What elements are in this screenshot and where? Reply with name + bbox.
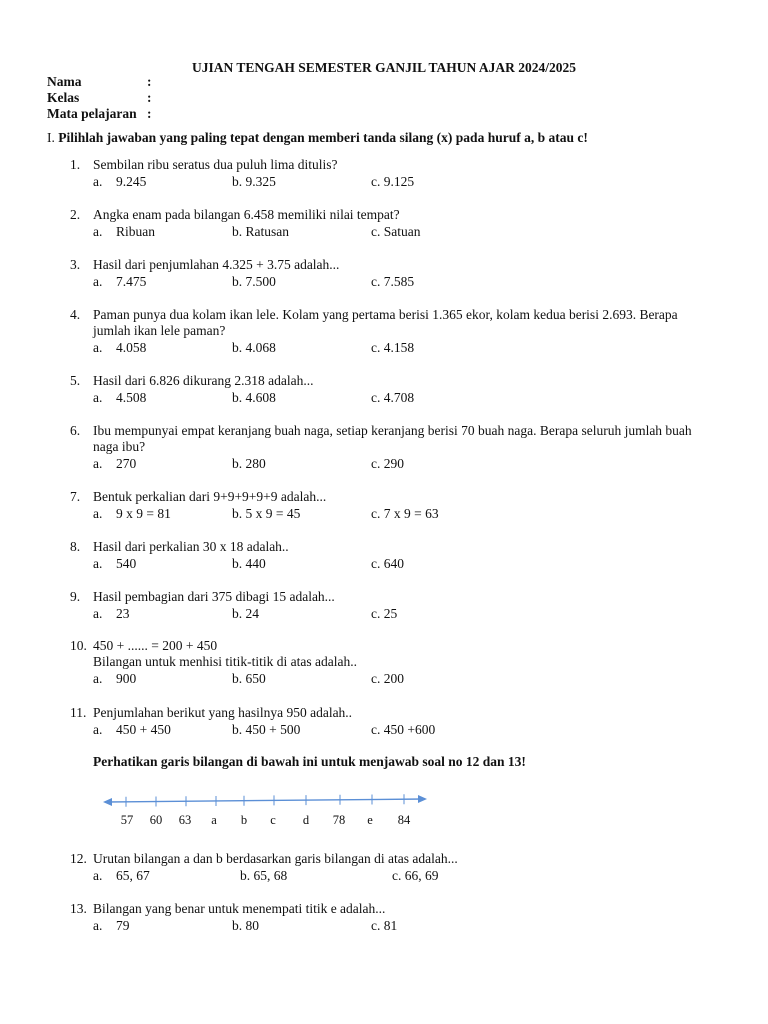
question-number: 4. — [70, 307, 81, 322]
option-a-prefix: a. — [93, 917, 103, 933]
question-number: 8. — [70, 539, 81, 554]
question-text: Ibu mempunyai empat keranjang buah naga, setiap keranjang berisi 70 buah naga. Berapa seluruh jumlah buah naga ibu? — [93, 423, 692, 454]
question-text: 450 + ...... = 200 + 450 — [93, 638, 218, 653]
number-line-note: Perhatikan garis bilangan di bawah ini untuk menjawab soal no 12 dan 13! — [93, 754, 526, 769]
option-b[interactable]: b. 5 x 9 = 45 — [232, 505, 301, 521]
option-c[interactable]: c. 25 — [371, 605, 398, 621]
option-a[interactable]: 7.475 — [116, 273, 147, 289]
question-text: Urutan bilangan a dan b berdasarkan garis bilangan di atas adalah... — [93, 851, 458, 866]
option-b[interactable]: b. 4.068 — [232, 340, 276, 355]
option-b[interactable]: b. 280 — [232, 456, 266, 471]
question-subtext: Bilangan untuk menhisi titik-titik di atas adalah.. — [93, 654, 357, 669]
arrow-left-icon — [103, 798, 112, 806]
answer-options — [93, 556, 693, 572]
number-line-label: 60 — [149, 813, 163, 827]
option-c[interactable]: c. Satuan — [371, 223, 421, 239]
class-label: Kelas — [47, 90, 80, 105]
number-line-label: d — [302, 813, 310, 827]
option-c[interactable]: c. 7.585 — [371, 273, 415, 289]
name-field — [47, 74, 152, 90]
class-colon: : — [147, 90, 152, 105]
option-a-prefix: a. — [93, 173, 103, 189]
option-b[interactable]: b. 24 — [232, 605, 259, 621]
question-number: 9. — [70, 589, 81, 604]
option-a[interactable]: 4.058 — [116, 340, 147, 355]
subject-colon: : — [147, 106, 152, 121]
number-line-label: e — [367, 813, 373, 827]
name-colon: : — [147, 74, 152, 89]
option-c[interactable]: c. 290 — [371, 456, 404, 471]
question-number: 13. — [70, 901, 87, 916]
option-c[interactable]: c. 4.708 — [371, 389, 415, 405]
option-b[interactable]: b. 65, 68 — [240, 867, 288, 883]
option-c[interactable]: c. 66, 69 — [392, 867, 439, 883]
option-a[interactable]: 79 — [116, 917, 130, 933]
exam-title: UJIAN TENGAH SEMESTER GANJIL TAHUN AJAR 2024/2025 — [191, 60, 577, 75]
option-c[interactable]: c. 81 — [371, 917, 398, 933]
section-instruction — [47, 130, 588, 146]
option-a-prefix: a. — [93, 340, 103, 355]
arrow-right-icon — [418, 795, 427, 803]
option-c[interactable]: c. 450 +600 — [371, 721, 436, 737]
option-a[interactable]: 4.508 — [116, 389, 147, 405]
option-c[interactable]: c. 4.158 — [371, 340, 415, 355]
option-b[interactable]: b. 80 — [232, 917, 259, 933]
question-number: 10. — [70, 638, 87, 653]
option-c[interactable]: c. 9.125 — [371, 173, 415, 189]
option-c[interactable]: c. 640 — [371, 555, 404, 571]
option-c[interactable]: c. 7 x 9 = 63 — [371, 505, 439, 521]
answer-options — [93, 224, 693, 240]
option-a[interactable]: 23 — [116, 605, 130, 621]
question-number: 7. — [70, 489, 81, 504]
question-number: 11. — [70, 705, 87, 720]
answer-options — [93, 918, 693, 934]
option-a-prefix: a. — [93, 605, 103, 621]
option-a[interactable]: 450 + 450 — [116, 721, 171, 737]
class-field — [47, 90, 152, 106]
option-a[interactable]: 9 x 9 = 81 — [116, 505, 171, 521]
number-line-label: 78 — [332, 813, 346, 827]
answer-options — [93, 722, 693, 738]
question-text: Paman punya dua kolam ikan lele. Kolam yang pertama berisi 1.365 ekor, kolam kedua berisi 2.693. Berapa jumlah ikan lele paman? — [93, 307, 678, 338]
question-text: Angka enam pada bilangan 6.458 memiliki nilai tempat? — [93, 207, 400, 222]
option-b[interactable]: b. Ratusan — [232, 223, 289, 239]
option-b[interactable]: b. 9.325 — [232, 173, 276, 189]
answer-options — [93, 174, 693, 190]
option-a-prefix: a. — [93, 389, 103, 405]
option-a-prefix: a. — [93, 867, 103, 883]
option-a[interactable]: 540 — [116, 555, 137, 571]
option-a-prefix: a. — [93, 555, 103, 571]
number-line-label: b — [240, 813, 248, 827]
option-a-prefix: a. — [93, 721, 103, 737]
instruction-text: Pilihlah jawaban yang paling tepat dengan memberi tanda silang (x) pada huruf a, b atau c! — [58, 130, 588, 145]
option-b[interactable]: b. 650 — [232, 671, 266, 686]
question-text: Hasil dari penjumlahan 4.325 + 3.75 adalah... — [93, 257, 340, 272]
question-number: 6. — [70, 423, 81, 438]
option-a-prefix: a. — [93, 456, 103, 471]
number-line-label: c — [270, 813, 276, 827]
question-number: 2. — [70, 207, 81, 222]
question-number: 12. — [70, 851, 87, 866]
number-line-label: 57 — [120, 813, 134, 827]
question-text: Hasil pembagian dari 375 dibagi 15 adalah... — [93, 589, 335, 604]
option-b[interactable]: b. 7.500 — [232, 273, 276, 289]
option-a[interactable]: 65, 67 — [116, 867, 150, 883]
option-b[interactable]: b. 450 + 500 — [232, 721, 301, 737]
option-a-prefix: a. — [93, 223, 103, 239]
name-label: Nama — [47, 74, 82, 89]
question-text: Hasil dari perkalian 30 x 18 adalah.. — [93, 539, 289, 554]
question-text: Bentuk perkalian dari 9+9+9+9+9 adalah... — [93, 489, 327, 504]
number-line-label: 63 — [178, 813, 192, 827]
option-a-prefix: a. — [93, 273, 103, 289]
question-number: 3. — [70, 257, 81, 272]
answer-options — [93, 390, 693, 406]
question-text: Bilangan yang benar untuk menempati titik e adalah... — [93, 901, 386, 916]
option-a[interactable]: 900 — [116, 671, 137, 686]
option-c[interactable]: c. 200 — [371, 671, 404, 686]
question-text: Hasil dari 6.826 dikurang 2.318 adalah... — [93, 373, 314, 388]
option-a-prefix: a. — [93, 671, 103, 686]
question-text: Penjumlahan berikut yang hasilnya 950 adalah.. — [93, 705, 353, 720]
answer-options — [93, 671, 693, 687]
question-number: 1. — [70, 157, 81, 172]
answer-options — [93, 868, 693, 884]
answer-options — [93, 340, 693, 356]
option-a[interactable]: 9.245 — [116, 173, 147, 189]
section-numeral: I. — [47, 130, 55, 145]
option-b[interactable]: b. 4.608 — [232, 389, 276, 405]
option-b[interactable]: b. 440 — [232, 555, 266, 571]
answer-options — [93, 506, 693, 522]
question-text: Sembilan ribu seratus dua puluh lima ditulis? — [93, 157, 338, 172]
number-line-label: a — [211, 813, 217, 827]
option-a-prefix: a. — [93, 505, 103, 521]
question-number: 5. — [70, 373, 81, 388]
answer-options — [93, 274, 693, 290]
answer-options — [93, 606, 693, 622]
subject-label: Mata pelajaran — [47, 106, 137, 121]
option-a[interactable]: 270 — [116, 456, 137, 471]
number-line-axis — [106, 799, 424, 802]
subject-field — [47, 106, 152, 122]
option-a[interactable]: Ribuan — [116, 223, 155, 239]
number-line-label: 84 — [397, 813, 411, 827]
answer-options — [93, 456, 693, 472]
